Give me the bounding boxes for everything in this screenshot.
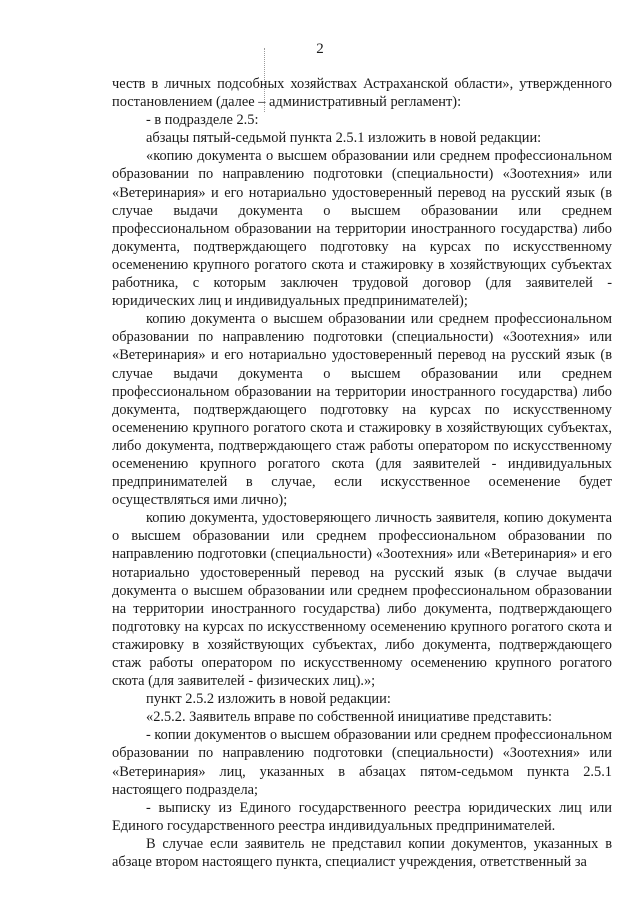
paragraph: «копию документа о высшем образовании или среднем профессиональном образовании по направлению подготовки (специальности) «Зоотехния» или «Ветеринария» и его нотариально удостоверенный перевод на русский язык (в случае выдачи документа о высшем образовании или среднем профессиональном образовании на территории иностранного государства) либо документа, подтверждающего подготовку на курсах по искусственному осеменению крупного рогатого скота и стажировку в хозяйствующих субъектах работника, с которым заключен трудовой договор (для заявителей - юридических лиц и индивидуальных предпринимателей); bbox=[112, 148, 612, 310]
page-number: 2 bbox=[316, 41, 324, 57]
document-body bbox=[112, 75, 612, 871]
paragraph: копию документа о высшем образовании или среднем профессиональном образовании по направлению подготовки (специальности) «Зоотехния» или «Ветеринария» и его нотариально удостоверенный перевод на русский язык (в случае выдачи документа о высшем образовании или среднем профессиональном образовании на территории иностранного государства) либо документа, подтверждающего подготовку на курсах по искусственному осеменению крупного рогатого скота и стажировку в хозяйствующих субъектах, либо документа, подтверждающего стаж работы оператором по искусственному осеменению крупного рогатого скота (для заявителей - индивидуальных предпринимателей в случае, если искусственное осеменение будет осуществляться ими лично); bbox=[112, 311, 612, 509]
paragraph: абзацы пятый-седьмой пункта 2.5.1 изложить в новой редакции: bbox=[146, 130, 542, 147]
paragraph: - в подразделе 2.5: bbox=[146, 112, 259, 129]
paragraph: честв в личных подсобных хозяйствах Астраханской области», утвержденного постановлением (далее – административный регламент): bbox=[112, 76, 612, 111]
paragraph: копию документа, удостоверяющего личность заявителя, копию документа о высшем образовании или среднем профессиональном образовании по направлению подготовки (специальности) «Зоотехния» или «Ветеринария» и его нотариально удостоверенный перевод на русский язык (в случае выдачи документа о высшем образовании или среднем профессиональном образовании на территории иностранного государства) либо документа, подтверждающего подготовку на курсах по искусственному осеменению крупного рогатого скота и стажировку в хозяйствующих субъектах, либо документа, подтверждающего стаж работы оператором по искусственному осеменению крупного рогатого скота (для заявителей - физических лиц).»; bbox=[112, 510, 612, 690]
paragraph: пункт 2.5.2 изложить в новой редакции: bbox=[146, 691, 391, 708]
paragraph: - копии документов о высшем образовании или среднем профессиональном образовании по направлению подготовки (специальности) «Зоотехния» или «Ветеринария» лиц, указанных в абзацах пятом-седьмом пункта 2.5.1 настоящего подраздела; bbox=[112, 727, 612, 798]
paragraph: В случае если заявитель не представил копии документов, указанных в абзаце втором настоящего пункта, специалист учреждения, ответственный за bbox=[112, 835, 612, 871]
paragraph: «2.5.2. Заявитель вправе по собственной инициативе представить: bbox=[146, 709, 552, 726]
paragraph: - выписку из Единого государственного реестра юридических лиц или Единого государственного реестра индивидуальных предпринимателей. bbox=[112, 799, 612, 834]
